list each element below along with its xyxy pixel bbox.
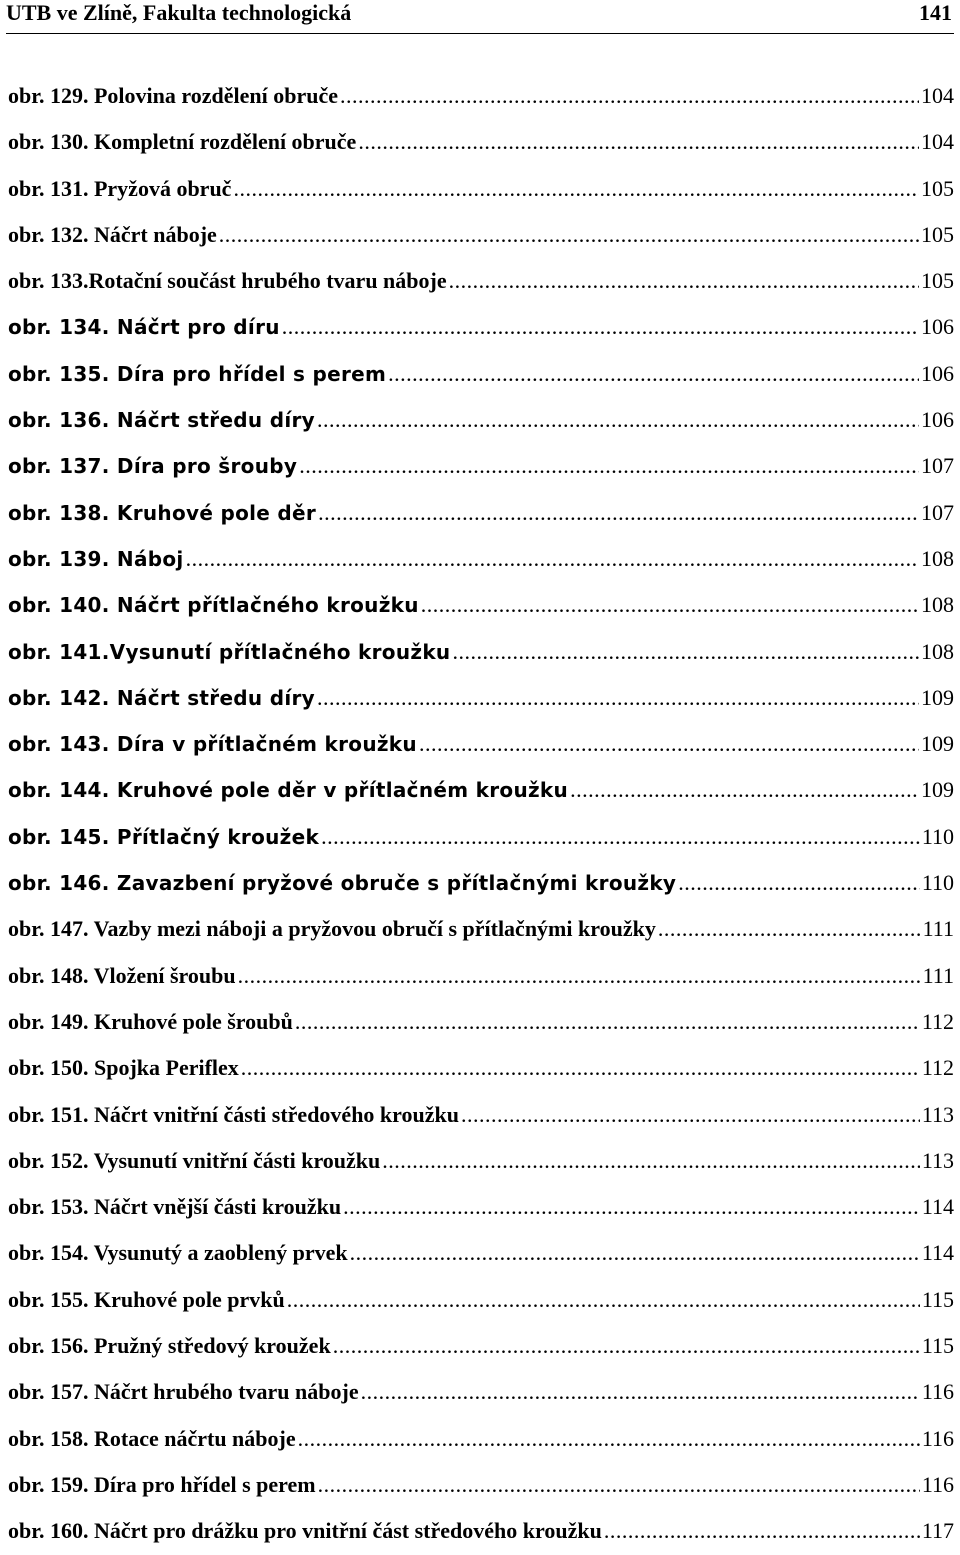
toc-entry-label: obr. 137. Díra pro šrouby [8, 454, 298, 479]
toc-entry-label: obr. 149. Kruhové pole šroubů [8, 1008, 293, 1034]
dot-leader [419, 721, 919, 767]
toc-entry-label: obr. 151. Náčrt vnitřní části středového kroužku [8, 1101, 459, 1127]
toc-entry[interactable] [8, 1277, 954, 1323]
toc-entry-page: 111 [922, 962, 954, 988]
toc-entry-label: obr. 153. Náčrt vnější části kroužku [8, 1194, 342, 1220]
dot-leader [295, 999, 920, 1045]
dot-leader [388, 351, 919, 397]
toc-entry[interactable] [8, 582, 954, 628]
toc-entry[interactable] [8, 119, 954, 165]
toc-entry-page: 112 [921, 1055, 954, 1081]
dot-leader [318, 1462, 920, 1508]
toc-entry-label: obr. 155. Kruhové pole prvků [8, 1286, 285, 1312]
toc-entry-page: 108 [921, 545, 954, 571]
toc-entry[interactable] [8, 860, 954, 906]
toc-entry-label: obr. 144. Kruhové pole děr v přítlačném kroužku [8, 778, 569, 803]
toc-entry-page: 116 [921, 1425, 954, 1451]
toc-entry-page: 104 [921, 129, 954, 155]
dot-leader [358, 119, 919, 165]
toc-entry-label: obr. 129. Polovina rozdělení obruče [8, 83, 338, 108]
toc-entry-page: 117 [921, 1518, 954, 1544]
dot-leader [452, 629, 919, 675]
dot-leader [238, 953, 921, 999]
toc-entry-page: 110 [921, 823, 954, 849]
dot-leader [333, 1323, 920, 1369]
toc-entry-page: 110 [921, 870, 954, 896]
toc-entry-label: obr. 139. Náboj [8, 546, 184, 571]
toc-entry-page: 114 [921, 1240, 954, 1266]
page-header [6, 0, 954, 34]
toc-entry[interactable] [8, 767, 954, 813]
toc-entry-label: obr. 140. Náčrt přítlačného kroužku [8, 593, 419, 618]
dot-leader [421, 582, 919, 628]
toc-entry-label: obr. 143. Díra v přítlačném kroužku [8, 732, 417, 757]
dot-leader [219, 212, 919, 258]
toc-entry[interactable] [8, 629, 954, 675]
dot-leader [233, 166, 919, 212]
toc-entry-page: 115 [921, 1333, 954, 1359]
toc-entry-page: 107 [921, 453, 954, 479]
toc-entry[interactable] [8, 675, 954, 721]
toc-entry-label: obr. 152. Vysunutí vnitřní části kroužku [8, 1147, 381, 1173]
toc-entry[interactable] [8, 999, 954, 1045]
toc-entry-label: obr. 158. Rotace náčrtu náboje [8, 1425, 296, 1451]
dot-leader [658, 906, 921, 952]
toc-entry-page: 105 [921, 175, 954, 201]
dot-leader [340, 73, 919, 119]
dot-leader [317, 397, 919, 443]
toc-entry-page: 111 [922, 916, 954, 942]
toc-entry-page: 105 [921, 268, 954, 294]
toc-entry-page: 104 [921, 83, 954, 108]
toc-entry[interactable] [8, 1462, 954, 1508]
toc-entry-page: 108 [921, 592, 954, 618]
dot-leader [678, 860, 920, 906]
dot-leader [282, 304, 919, 350]
toc-entry[interactable] [8, 73, 954, 119]
toc-entry-label: obr. 141.Vysunutí přítlačného kroužku [8, 639, 451, 664]
toc-entry-page: 108 [921, 638, 954, 664]
toc-entry-page: 113 [921, 1101, 954, 1127]
toc-entry[interactable] [8, 397, 954, 443]
toc-entry-label: obr. 154. Vysunutý a zaoblený prvek [8, 1240, 348, 1266]
dot-leader [318, 490, 919, 536]
dot-leader [350, 1230, 920, 1276]
toc-entry[interactable] [8, 212, 954, 258]
toc-entry-label: obr. 148. Vložení šroubu [8, 962, 236, 988]
toc-entry[interactable] [8, 1045, 954, 1091]
dot-leader [570, 767, 919, 813]
toc-entry[interactable] [8, 536, 954, 582]
header-title: UTB ve Zlíně, Fakulta technologická [6, 0, 352, 25]
toc-entry-page: 106 [921, 407, 954, 433]
toc-entry-page: 115 [921, 1286, 954, 1312]
toc-entry-label: obr. 147. Vazby mezi náboji a pryžovou obručí s přítlačnými kroužky [8, 916, 656, 942]
toc-entry-page: 116 [921, 1379, 954, 1405]
toc-entry-page: 113 [921, 1147, 954, 1173]
toc-entry-page: 106 [921, 360, 954, 386]
toc-entry-label: obr. 145. Přítlačný kroužek [8, 824, 320, 849]
toc-entry-label: obr. 138. Kruhové pole děr [8, 500, 317, 525]
dot-leader [299, 443, 919, 489]
dot-leader [287, 1277, 920, 1323]
toc-entry-label: obr. 160. Náčrt pro drážku pro vnitřní část středového kroužku [8, 1518, 602, 1544]
toc-entry-label: obr. 135. Díra pro hřídel s perem [8, 361, 387, 386]
header-page-number: 141 [919, 0, 952, 25]
toc-entry-page: 109 [921, 731, 954, 757]
toc-entry[interactable] [8, 1184, 954, 1230]
toc-entry-page: 105 [921, 221, 954, 247]
toc-entry[interactable] [8, 814, 954, 860]
dot-leader [382, 1138, 920, 1184]
toc-entry-label: obr. 130. Kompletní rozdělení obruče [8, 129, 357, 155]
toc-entry[interactable] [8, 721, 954, 767]
dot-leader [343, 1184, 920, 1230]
toc-entry-label: obr. 150. Spojka Periflex [8, 1055, 239, 1081]
toc-entry-label: obr. 131. Pryžová obruč [8, 175, 232, 201]
toc-entry[interactable] [8, 258, 954, 304]
toc-entry[interactable] [8, 304, 954, 350]
dot-leader [321, 814, 920, 860]
toc-entry[interactable] [8, 166, 954, 212]
toc-entry-page: 116 [921, 1471, 954, 1497]
dot-leader [461, 1092, 920, 1138]
toc-entry-label: obr. 136. Náčrt středu díry [8, 408, 315, 433]
dot-leader [604, 1508, 920, 1554]
toc-entry-page: 107 [921, 499, 954, 525]
toc-entry[interactable] [8, 1092, 954, 1138]
toc-entry[interactable] [8, 1138, 954, 1184]
toc-entry-page: 114 [921, 1194, 954, 1220]
toc-entry-page: 109 [921, 777, 954, 803]
dot-leader [298, 1416, 920, 1462]
toc-entry-label: obr. 133.Rotační součást hrubého tvaru náboje [8, 268, 447, 294]
dot-leader [449, 258, 919, 304]
dot-leader [186, 536, 919, 582]
toc-entry[interactable] [8, 490, 954, 536]
toc-entry-label: obr. 146. Zavazbení pryžové obruče s přítlačnými kroužky [8, 871, 677, 896]
toc-entry-page: 109 [921, 684, 954, 710]
toc-entry[interactable] [8, 1230, 954, 1276]
list-of-figures [8, 73, 954, 1555]
dot-leader [361, 1369, 920, 1415]
toc-entry[interactable] [8, 906, 954, 952]
toc-entry-label: obr. 157. Náčrt hrubého tvaru náboje [8, 1379, 359, 1405]
toc-entry-page: 106 [921, 314, 954, 340]
toc-entry[interactable] [8, 443, 954, 489]
toc-entry[interactable] [8, 1416, 954, 1462]
dot-leader [317, 675, 919, 721]
toc-entry[interactable] [8, 1369, 954, 1415]
toc-entry-label: obr. 142. Náčrt středu díry [8, 685, 315, 710]
toc-entry[interactable] [8, 1323, 954, 1369]
toc-entry-label: obr. 134. Náčrt pro díru [8, 315, 280, 340]
toc-entry-label: obr. 132. Náčrt náboje [8, 221, 217, 247]
toc-entry[interactable] [8, 953, 954, 999]
toc-entry[interactable] [8, 351, 954, 397]
dot-leader [241, 1045, 920, 1091]
toc-entry-page: 112 [921, 1008, 954, 1034]
toc-entry-label: obr. 159. Díra pro hřídel s perem [8, 1471, 316, 1497]
toc-entry-label: obr. 156. Pružný středový kroužek [8, 1333, 331, 1359]
